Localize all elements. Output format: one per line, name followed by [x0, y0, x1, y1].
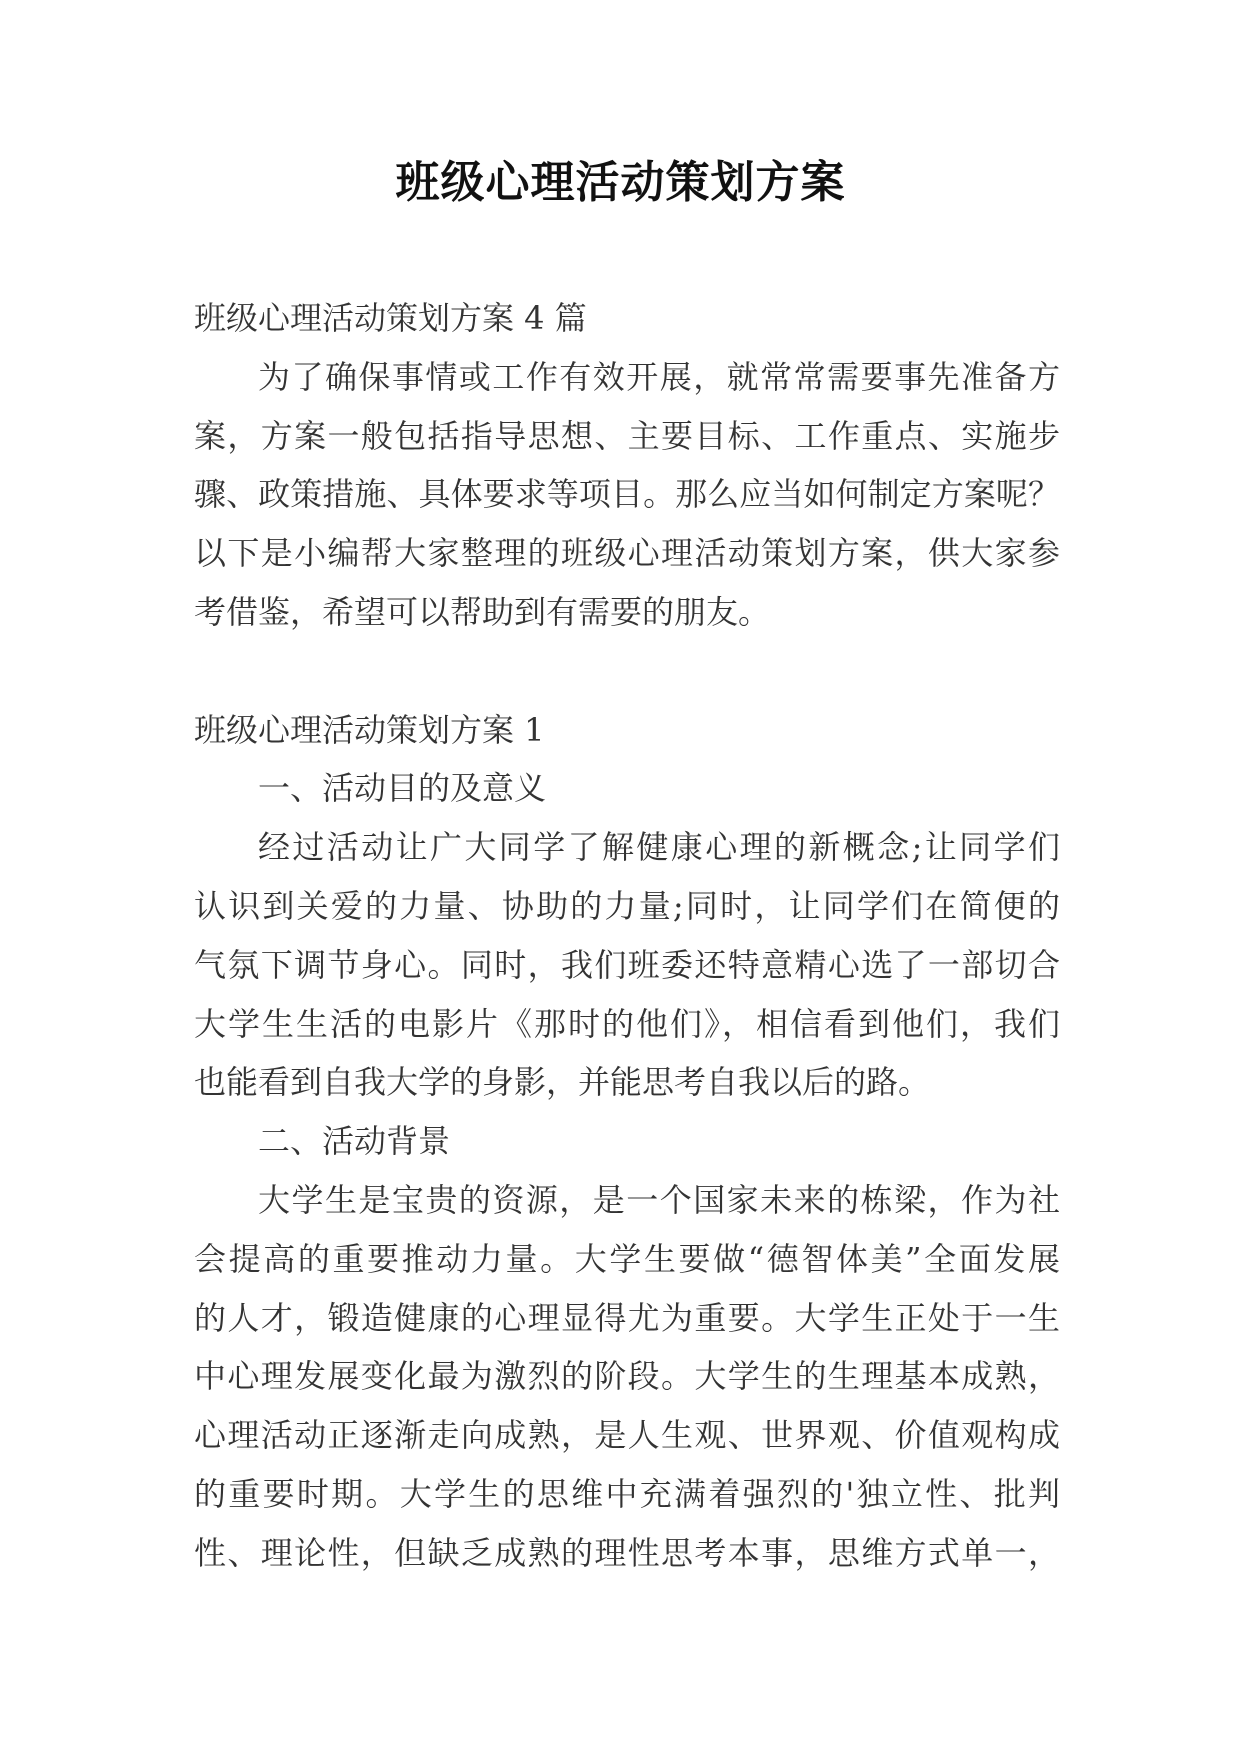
text-line: 经过活动让广大同学了解健康心理的新概念;让同学们 — [258, 828, 1060, 867]
text-line: 大学生是宝贵的资源，是一个国家未来的栋梁，作为社 — [258, 1180, 1060, 1219]
text-line: 性、理论性，但缺乏成熟的理性思考本事，思维方式单一， — [194, 1533, 1060, 1572]
text-line: 心理活动正逐渐走向成熟，是人生观、世界观、价值观构成 — [194, 1416, 1060, 1455]
text-line: 案，方案一般包括指导思想、主要目标、工作重点、实施步 — [194, 416, 1060, 455]
text-line: 也能看到自我大学的身影，并能思考自我以后的路。 — [194, 1063, 931, 1102]
blank-line — [194, 642, 1060, 701]
text-line: 为了确保事情或工作有效开展，就常常需要事先准备方 — [258, 357, 1060, 396]
text-line: 骤、政策措施、具体要求等项目。那么应当如何制定方案呢？ — [194, 475, 1060, 514]
text-line: 以下是小编帮大家整理的班级心理活动策划方案，供大家参 — [194, 534, 1060, 573]
subheading: 二、活动背景 — [258, 1122, 451, 1161]
text-line: 会提高的重要推动力量。大学生要做“德智体美”全面发展 — [194, 1239, 1060, 1278]
text-line: 的重要时期。大学生的思维中充满着强烈的'独立性、批判 — [194, 1474, 1060, 1513]
text-line: 大学生生活的电影片《那时的他们》，相信看到他们，我们 — [194, 1004, 1060, 1043]
text-line: 中心理发展变化最为激烈的阶段。大学生的生理基本成熟， — [194, 1357, 1060, 1396]
subheading: 一、活动目的及意义 — [258, 769, 547, 808]
text-line: 考借鉴，希望可以帮助到有需要的朋友。 — [194, 592, 771, 631]
section-heading: 班级心理活动策划方案 1 — [194, 710, 545, 749]
text-line: 的人才，锻造健康的心理显得尤为重要。大学生正处于一生 — [194, 1298, 1060, 1337]
text-line: 认识到关爱的力量、协助的力量;同时，让同学们在简便的 — [194, 886, 1060, 925]
text-line: 气氛下调节身心。同时，我们班委还特意精心选了一部切合 — [194, 945, 1060, 984]
document-body — [194, 289, 1060, 1583]
document-title: 班级心理活动策划方案 — [395, 157, 846, 208]
intro-heading: 班级心理活动策划方案 4 篇 — [194, 299, 587, 337]
